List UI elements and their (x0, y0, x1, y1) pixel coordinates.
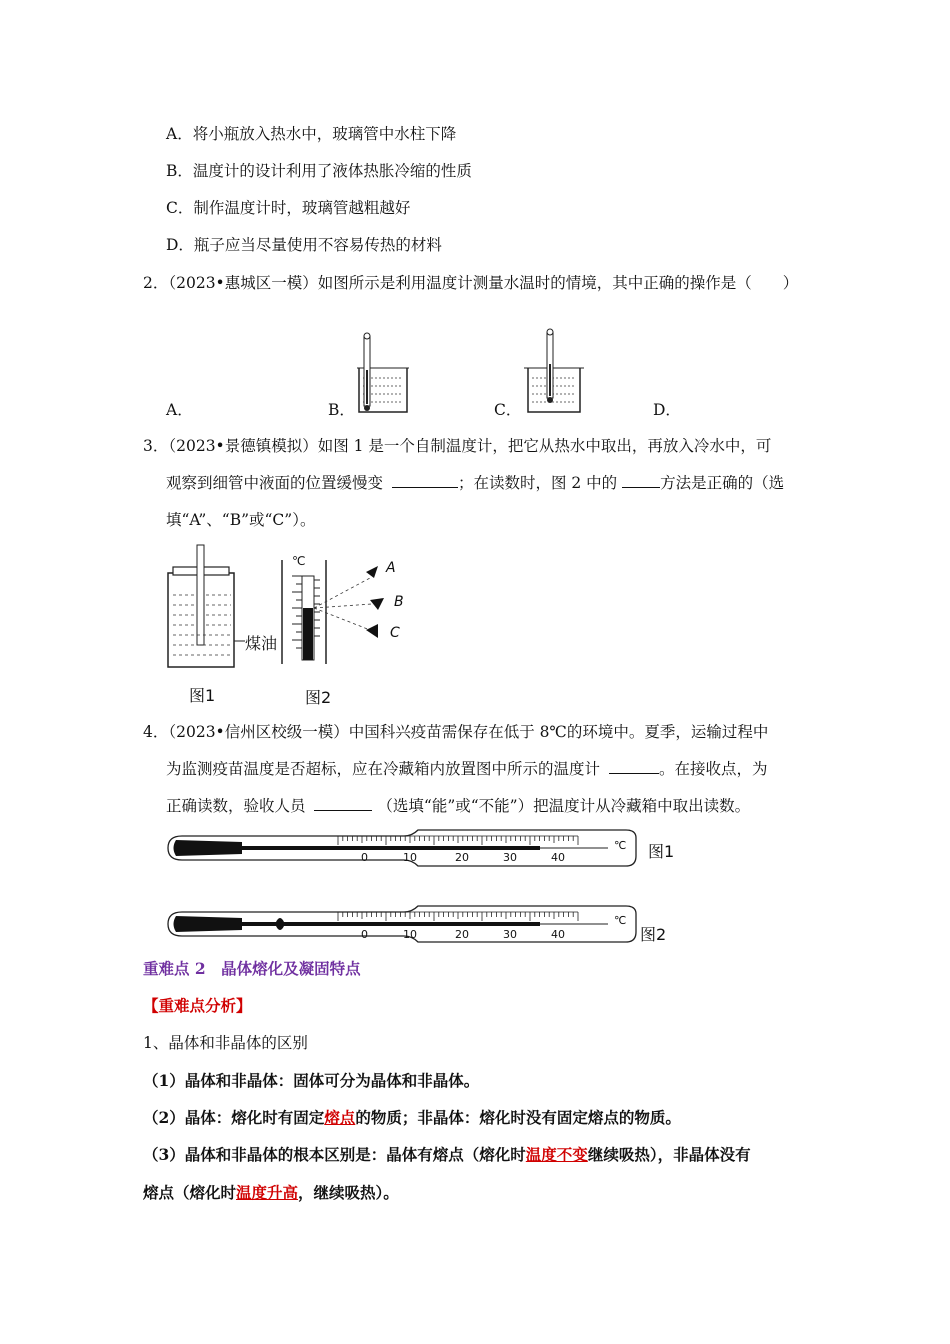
q3-line2-a: 观察到细管中液面的位置缓慢变 (166, 474, 384, 492)
q1-option-d: D．瓶子应当尽量使用不容易传热的材料 (166, 236, 442, 254)
q4-line3 (166, 796, 750, 816)
q4-fig1-caption: 图1 (648, 842, 675, 861)
q4-blank-1[interactable] (609, 759, 659, 774)
p2-part-a: （2）晶体：熔化时有固定 (143, 1108, 325, 1127)
q3-blank-1[interactable] (392, 473, 458, 488)
q2-option-a: A． (166, 401, 193, 419)
q2-beaker-c-figure (522, 328, 586, 416)
q3-line2 (166, 473, 784, 493)
p3-part-b: 继续吸热），非晶体没有 (587, 1145, 751, 1164)
q4-fig1-tick-40: 40 (551, 851, 565, 864)
q3-eye-label-b: B (394, 594, 404, 610)
section-paragraph-1: （1）晶体和非晶体：固体可分为晶体和非晶体。 (143, 1071, 480, 1090)
q3-line2-c: 方法是正确的（选 (660, 474, 785, 492)
p2-part-b: 的物质；非晶体：熔化时没有固定熔点的物质。 (355, 1108, 681, 1127)
q2-beaker-b-figure (355, 330, 411, 416)
q4-fig2-unit: ℃ (614, 914, 627, 927)
p4-part-b: ，继续吸热）。 (298, 1183, 399, 1202)
q4-fig1-tick-20: 20 (455, 851, 469, 864)
q4-fig2-tick-30: 30 (503, 928, 517, 941)
q1-option-b: B．温度计的设计利用了液体热胀冷缩的性质 (166, 162, 472, 180)
q4-fig2-tick-20: 20 (455, 928, 469, 941)
q2-stem: 2．（2023•惠城区一模）如图所示是利用温度计测量水温时的情境，其中正确的操作是（ ） (143, 274, 799, 292)
q2-option-d: D． (653, 401, 681, 419)
q3-line1: 3．（2023•景德镇模拟）如图 1 是一个自制温度计，把它从热水中取出，再放入冷水中，可 (143, 437, 772, 455)
q4-line3-b: （选填“能”或“不能”）把温度计从冷藏箱中取出读数。 (377, 797, 751, 815)
q4-line2 (166, 759, 767, 779)
q3-fig2-caption: 图2 (305, 688, 332, 707)
q2-option-b: B． (328, 401, 355, 419)
q3-line2-b: ；在读数时，图 2 中的 (457, 474, 618, 492)
q4-fig2-tick-0: 0 (361, 928, 368, 941)
q3-eye-label-a: A (386, 560, 396, 576)
q4-line3-a: 正确读数，验收人员 (166, 797, 306, 815)
section-analysis-label: 【重难点分析】 (143, 996, 252, 1015)
q4-line2-b: 。在接收点，为 (658, 760, 768, 778)
q4-line2-a: 为监测疫苗温度是否超标，应在冷藏箱内放置图中所示的温度计 (166, 760, 601, 778)
q2-option-c: C． (494, 401, 522, 419)
q4-fig2-caption: 图2 (640, 925, 667, 944)
section-heading: 重难点 2 晶体熔化及凝固特点 (143, 959, 361, 978)
q4-fig2-tick-40: 40 (551, 928, 565, 941)
section-paragraph-3 (143, 1145, 751, 1165)
q3-blank-2[interactable] (622, 473, 660, 488)
p4-part-a: 熔点（熔化时 (143, 1183, 237, 1202)
p4-highlight: 温度升高 (236, 1183, 299, 1202)
q4-fig1-tick-10: 10 (403, 851, 417, 864)
q3-fig1-oil-label: 煤油 (245, 634, 278, 653)
p3-part-a: （3）晶体和非晶体的根本区别是：晶体有熔点（熔化时 (143, 1145, 526, 1164)
q3-fig2-thermometer-reading (278, 556, 428, 676)
p2-highlight: 熔点 (324, 1108, 356, 1127)
q1-option-c: C．制作温度计时，玻璃管越粗越好 (166, 199, 411, 217)
p3-highlight: 温度不变 (525, 1145, 588, 1164)
q3-fig2-unit: ℃ (292, 554, 306, 568)
q4-fig1-tick-0: 0 (361, 851, 368, 864)
q1-option-a: A．将小瓶放入热水中，玻璃管中水柱下降 (166, 125, 457, 143)
q4-fig1-unit: ℃ (614, 839, 627, 852)
q4-blank-2[interactable] (314, 796, 372, 811)
q4-fig1-tick-30: 30 (503, 851, 517, 864)
q4-fig2-tick-10: 10 (403, 928, 417, 941)
q3-fig1-bottle (165, 545, 278, 705)
section-paragraph-2 (143, 1108, 681, 1128)
section-paragraph-4 (143, 1183, 399, 1203)
q3-line3: 填“A”、“B”或“C”）。 (166, 511, 316, 529)
q3-eye-label-c: C (390, 625, 400, 641)
section-item-1: 1、晶体和非晶体的区别 (143, 1034, 308, 1052)
q4-line1: 4．（2023•信州区校级一模）中国科兴疫苗需保存在低于 8℃的环境中。夏季，运输过程中 (143, 723, 769, 741)
q3-fig1-caption: 图1 (189, 686, 216, 705)
